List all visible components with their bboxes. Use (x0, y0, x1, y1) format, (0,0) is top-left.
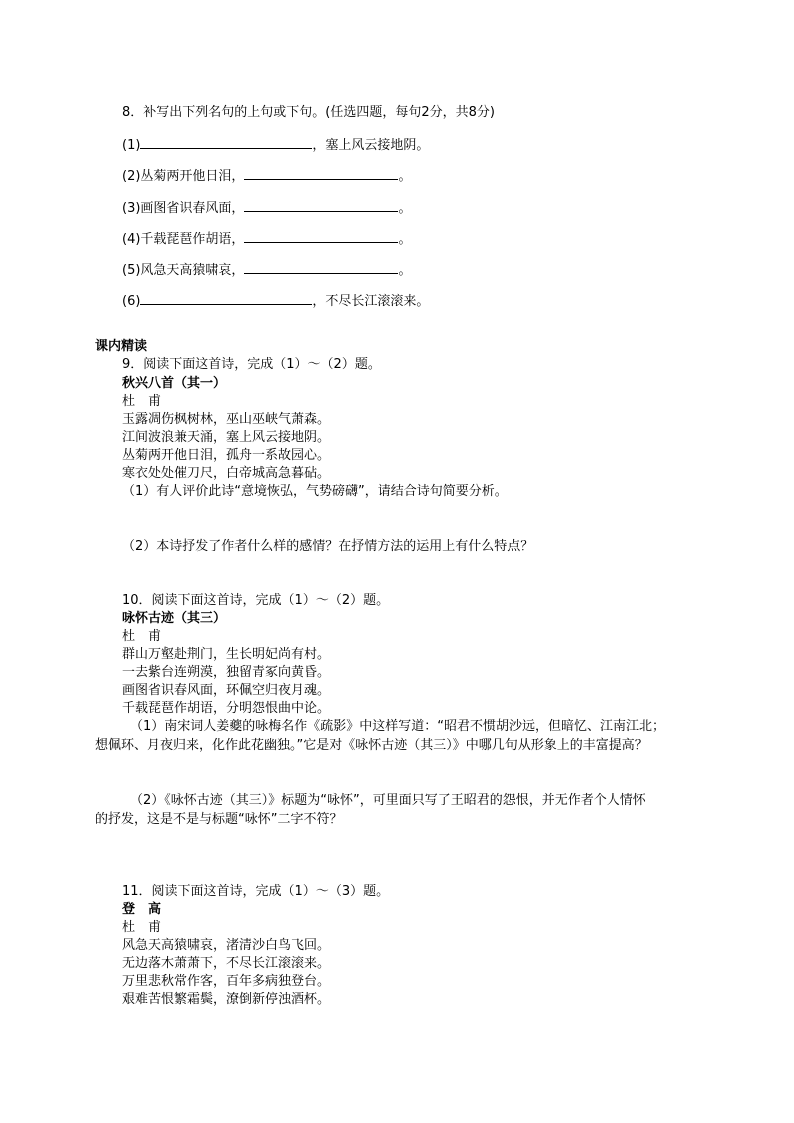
q9-poem-line: 江间波浪兼天涌，塞上风云接地阴。 (122, 430, 331, 445)
q9-author: 杜 甫 (122, 394, 162, 409)
q8-item-num: (6) (122, 294, 141, 309)
q10-author: 杜 甫 (122, 629, 162, 644)
q8-item-5 (122, 260, 411, 280)
q11-poem-line: 无边落木萧萧下，不尽长江滚滚来。 (122, 956, 331, 971)
q8-item-num: (5) (122, 263, 141, 278)
answer-blank[interactable] (244, 198, 398, 212)
q8-item-text: 画图省识春风面， (140, 201, 245, 216)
q10-sub-question-1: （1）南宋词人姜夔的咏梅名作《疏影》中这样写道：“昭君不惯胡沙远，但暗忆、江南江北； (130, 719, 666, 734)
q8-title: 8．补写出下列名句的上句或下句。(任选四题，每句2分，共8分) (122, 105, 495, 120)
q8-item-num: (3) (122, 201, 141, 216)
q10-sub-question-2-cont: 的抒发，这是不是与标题“咏怀”二字不符？ (95, 812, 343, 827)
q8-item-6 (122, 291, 429, 311)
q8-item-text: 。 (398, 201, 412, 216)
q10-sub-question-2: （2）《咏怀古迹（其三）》标题为“咏怀”，可里面只写了王昭君的怨恨，并无作者个人情怀 (130, 793, 646, 808)
q11-poem-line: 风急天高猿啸哀，渚清沙白鸟飞回。 (122, 938, 331, 953)
q10-poem-line: 画图省识春风面，环佩空归夜月魂。 (122, 683, 331, 698)
q8-item-4 (122, 229, 411, 249)
q8-item-text: ，塞上风云接地阴。 (312, 138, 430, 153)
q10-sub-question-1-cont: 想佩环、月夜归来，化作此花幽独。”它是对《咏怀古迹（其三）》中哪几句从形象上的丰富提高？ (95, 738, 648, 753)
answer-blank[interactable] (140, 291, 312, 305)
answer-blank[interactable] (140, 135, 312, 149)
q8-item-text: 千载琵琶作胡语， (140, 232, 245, 247)
q8-item-text: 丛菊两开他日泪， (140, 169, 245, 184)
q8-item-3 (122, 198, 411, 218)
q8-item-text: 。 (398, 169, 412, 184)
answer-blank[interactable] (244, 260, 398, 274)
q10-poem-title: 咏怀古迹（其三） (122, 611, 227, 626)
q10-poem-line: 千载琵琶作胡语，分明怨恨曲中论。 (122, 701, 331, 716)
q8-item-text: 风急天高猿啸哀， (140, 263, 245, 278)
q10-poem-line: 一去紫台连朔漠，独留青冢向黄昏。 (122, 665, 331, 680)
q8-item-text: ，不尽长江滚滚来。 (312, 294, 430, 309)
q10-poem-line: 群山万壑赴荆门，生长明妃尚有村。 (122, 647, 331, 662)
answer-blank[interactable] (244, 229, 398, 243)
q9-sub-question-1: （1）有人评价此诗“意境恢弘，气势磅礴”，请结合诗句简要分析。 (122, 484, 508, 499)
q11-poem-line: 万里悲秋常作客，百年多病独登台。 (122, 974, 331, 989)
q8-item-num: (2) (122, 169, 141, 184)
q11-poem-line: 艰难苦恨繁霜鬓，潦倒新停浊酒杯。 (122, 992, 331, 1007)
q9-poem-line: 寒衣处处催刀尺，白帝城高急暮砧。 (122, 466, 331, 481)
q9-intro: 9．阅读下面这首诗，完成（1）～（2）题。 (122, 357, 381, 372)
q9-sub-question-2: （2）本诗抒发了作者什么样的感情？在抒情方法的运用上有什么特点？ (122, 539, 534, 554)
section-title: 课内精读 (95, 339, 148, 354)
q8-item-num: (1) (122, 138, 141, 153)
q8-item-1 (122, 135, 429, 155)
q10-intro: 10．阅读下面这首诗，完成（1）～（2）题。 (122, 593, 390, 608)
answer-blank[interactable] (244, 166, 398, 180)
q8-item-2 (122, 166, 411, 186)
q11-poem-title: 登 高 (122, 902, 162, 917)
q9-poem-title: 秋兴八首（其一） (122, 376, 227, 391)
q8-item-text: 。 (398, 263, 412, 278)
q8-item-text: 。 (398, 232, 412, 247)
q11-intro: 11．阅读下面这首诗，完成（1）～（3）题。 (122, 884, 390, 899)
q8-item-num: (4) (122, 232, 141, 247)
q9-poem-line: 丛菊两开他日泪，孤舟一系故园心。 (122, 448, 331, 463)
q11-author: 杜 甫 (122, 920, 162, 935)
q9-poem-line: 玉露凋伤枫树林，巫山巫峡气萧森。 (122, 412, 331, 427)
